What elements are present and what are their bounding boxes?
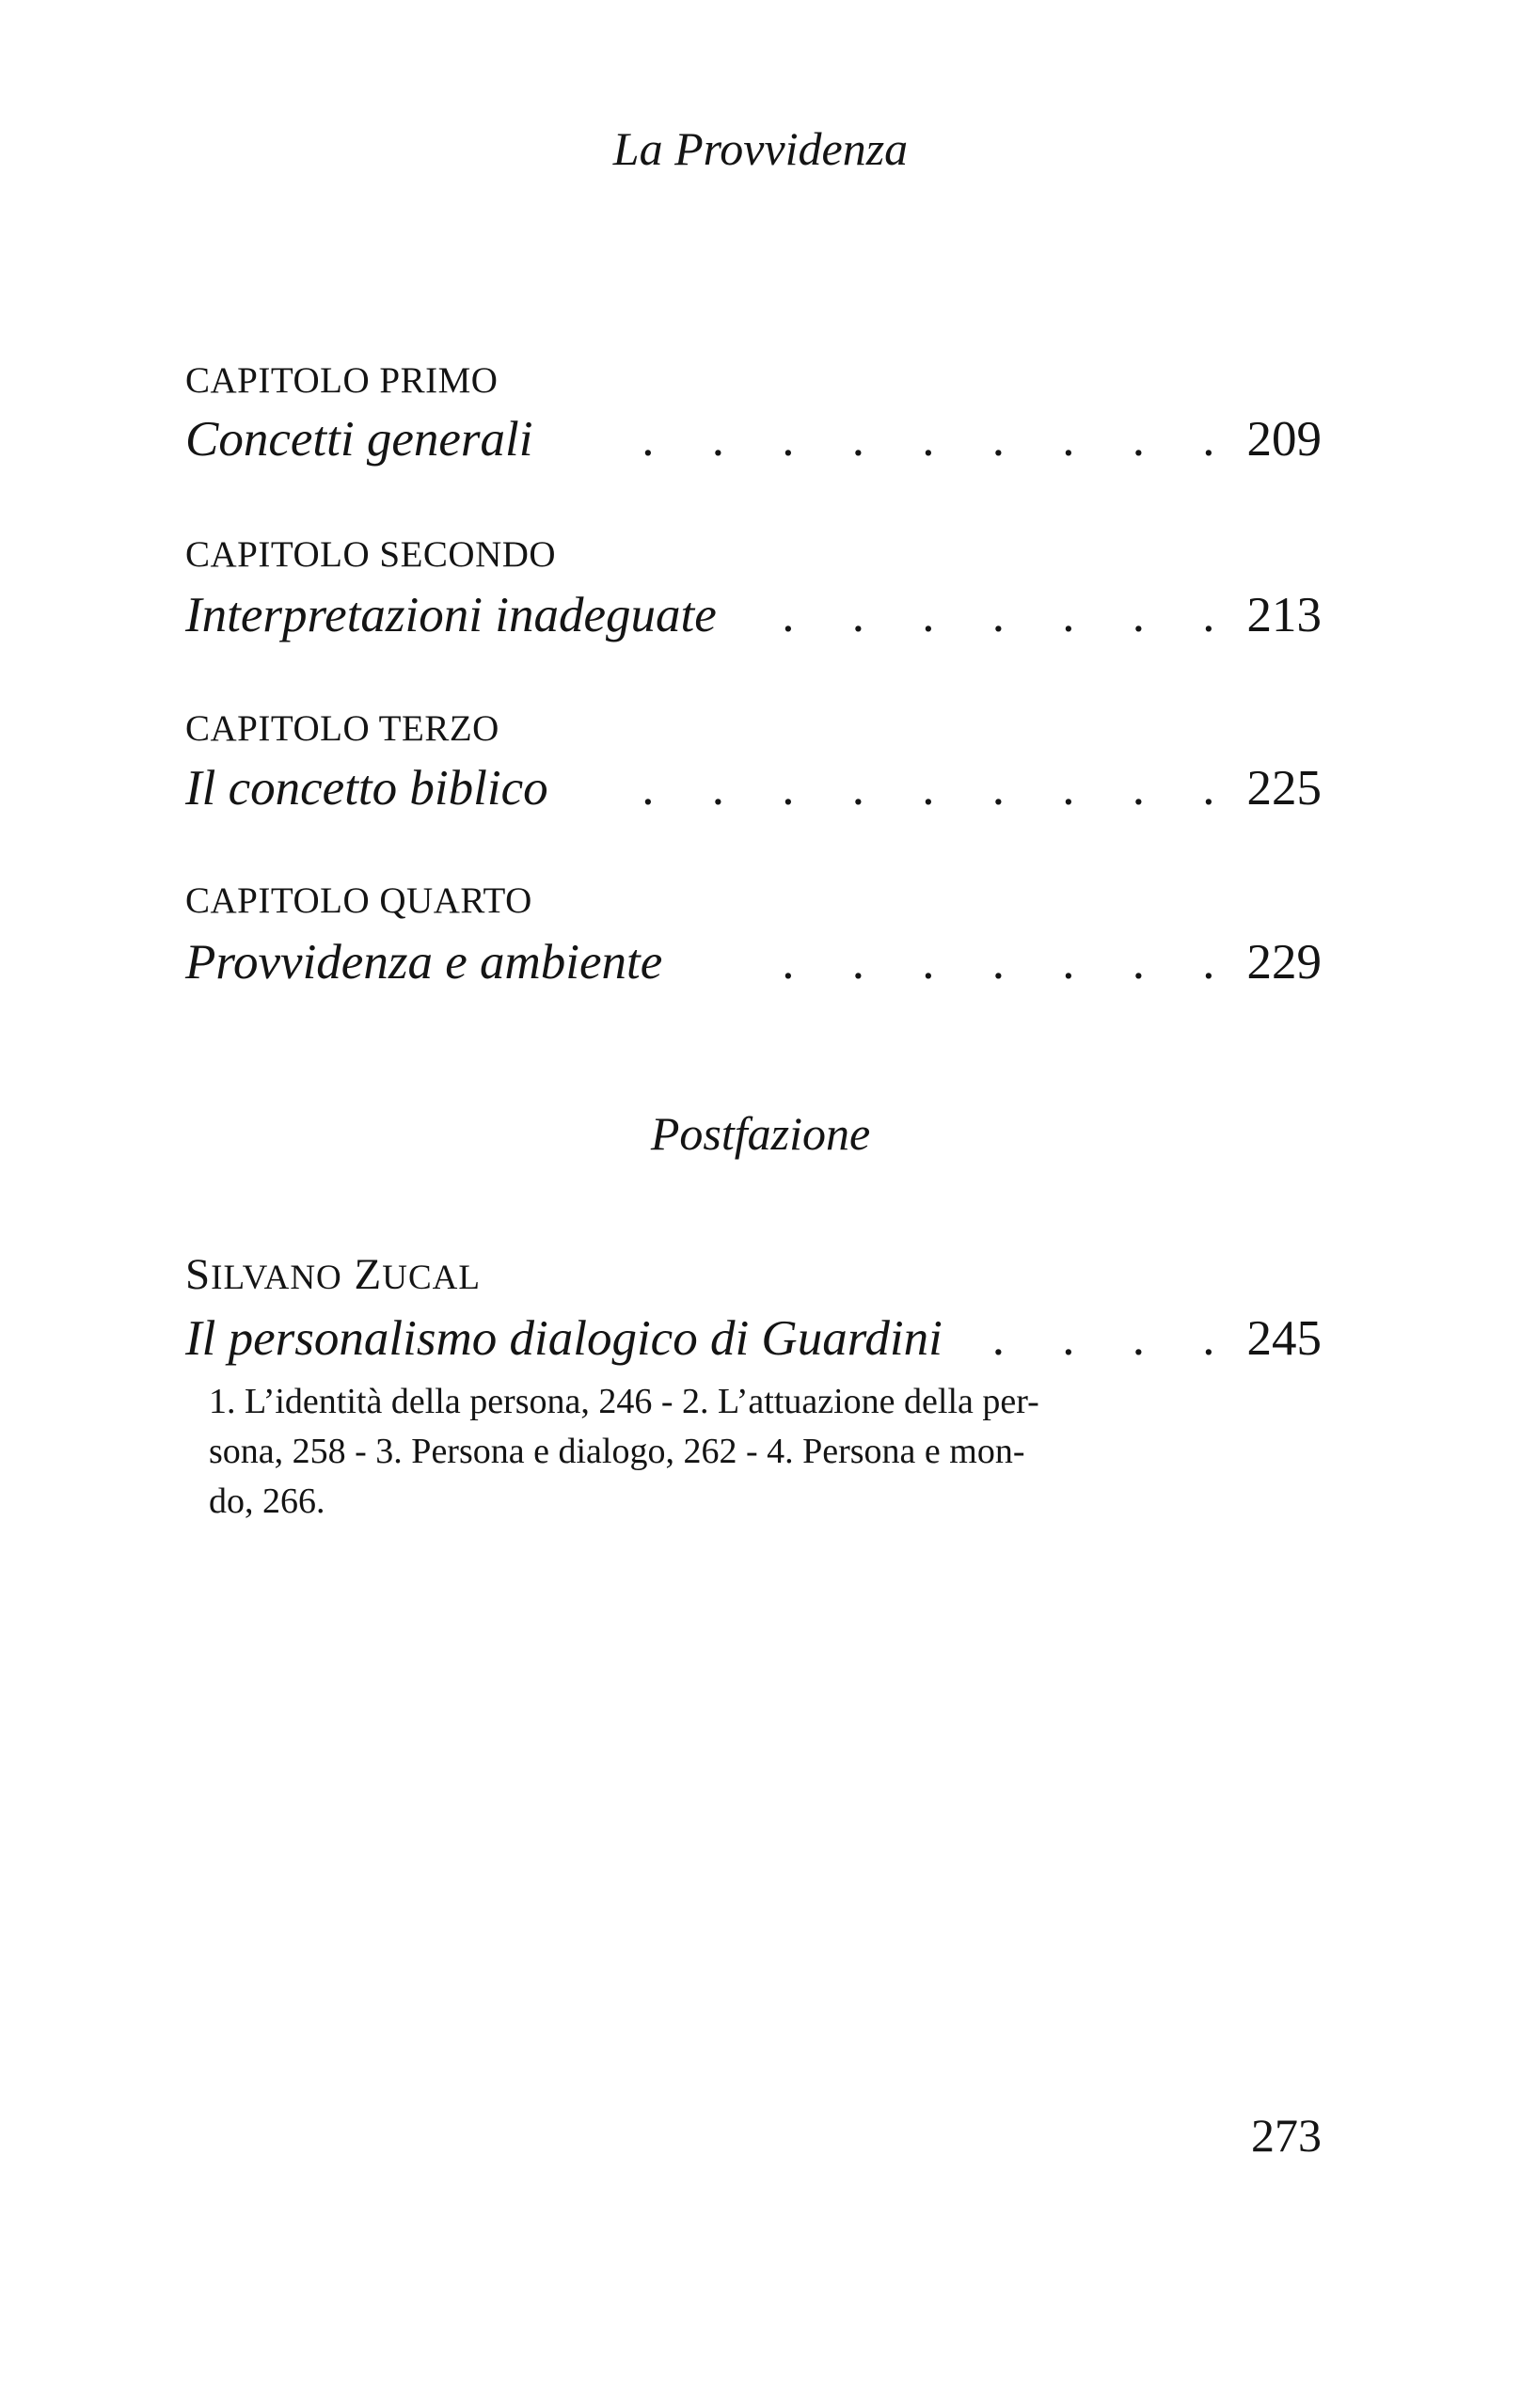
chapter-label-secondo: CAPITOLO SECONDO <box>185 534 557 575</box>
author-first-rest: ILVANO <box>211 1259 342 1297</box>
page-number: 225 <box>1246 761 1322 816</box>
toc-entry-interpretazioni-inadeguate <box>185 586 1322 644</box>
chapter-label-primo: CAPITOLO PRIMO <box>185 360 499 401</box>
author-last-initial: Z <box>354 1250 383 1299</box>
section-heading-provvidenza: La Provvidenza <box>612 122 909 175</box>
page-number: 229 <box>1246 935 1322 990</box>
dot-leader: . . . . . . . . . <box>642 761 1238 816</box>
chapter-label-terzo: CAPITOLO TERZO <box>185 708 499 749</box>
entry-title: Il concetto biblico <box>185 761 548 816</box>
chapter-label-quarto: CAPITOLO QUARTO <box>185 880 532 921</box>
dot-leader: . . . . . . . . . <box>642 412 1238 467</box>
entry-title: Il personalismo dialogico di Guardini <box>185 1311 943 1366</box>
author-first-initial: S <box>185 1250 212 1299</box>
page-number: 213 <box>1246 588 1322 642</box>
toc-entry-concetti-generali <box>185 410 1322 468</box>
entry-title: Provvidenza e ambiente <box>185 935 663 990</box>
page-folio: 273 <box>1251 2109 1322 2162</box>
section-heading-postfazione: Postfazione <box>650 1107 871 1160</box>
page-number: 209 <box>1246 412 1322 467</box>
dot-leader: . . . . <box>991 1311 1238 1366</box>
author-name <box>185 1248 481 1305</box>
page-number: 245 <box>1246 1311 1322 1366</box>
entry-title: Interpretazioni inadeguate <box>185 588 717 642</box>
subsection-list <box>209 1377 1182 1527</box>
toc-entry-provvidenza-e-ambiente <box>185 933 1322 991</box>
subsection-line: 1. L’identità della persona, 246 - 2. L’attuazione della per- <box>209 1382 1039 1421</box>
subsection-line: do, 266. <box>209 1481 325 1521</box>
entry-title: Concetti generali <box>185 412 533 467</box>
dot-leader: . . . . . . . <box>782 588 1238 642</box>
dot-leader: . . . . . . . <box>782 935 1238 990</box>
toc-entry-il-concetto-biblico <box>185 759 1322 817</box>
author-last-rest: UCAL <box>382 1259 481 1297</box>
subsection-line: sona, 258 - 3. Persona e dialogo, 262 - 4. Persona e mon- <box>209 1432 1025 1471</box>
toc-entry-personalismo-dialogico <box>185 1309 1322 1368</box>
